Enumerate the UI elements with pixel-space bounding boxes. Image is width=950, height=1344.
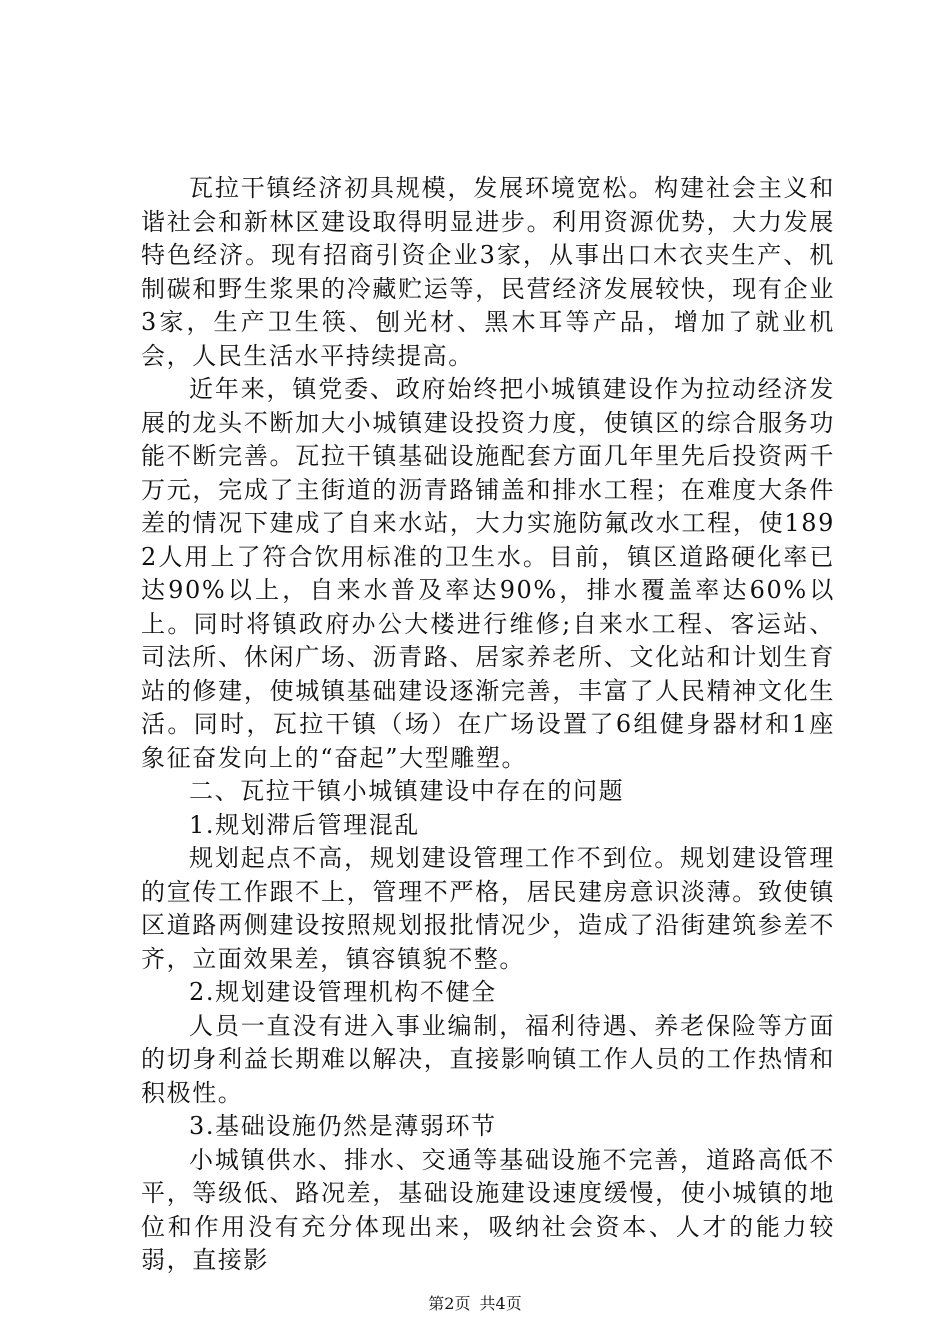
paragraph-infrastructure: 近年来，镇党委、政府始终把小城镇建设作为拉动经济发展的龙头不断加大小城镇建设投资力度，使镇区的综合服务功能不断完善。瓦拉干镇基础设施配套方面几年里先后投资两千万元，完成了主街道的沥青路铺盖和排水工程；在难度大条件差的情况下建成了自来水站，大力实施防氟改水工程，使1892人用上了符合饮用标准的卫生水。目前，镇区道路硬化率已达90%以上，自来水普及率达90%，排水覆盖率达60%以上。同时将镇政府办公大楼进行维修;自来水工程、客运站、司法所、休闲广场、沥青路、居家养老所、文化站和计划生育站的修建，使城镇基础建设逐渐完善，丰富了人民精神文化生活。同时，瓦拉干镇（场）在广场设置了6组健身器材和1座象征奋发向上的“奋起”大型雕塑。 [141, 375, 835, 772]
paragraph-planning-lag: 规划起点不高，规划建设管理工作不到位。规划建设管理的宣传工作跟不上，管理不严格，居民建房意识淡薄。致使镇区道路两侧建设按照规划报批情况少，造成了沿街建筑参差不齐，立面效果差，镇容镇貌不整。 [141, 844, 835, 973]
document-body [141, 172, 835, 1278]
page-total: 共4页 [479, 1294, 522, 1313]
page-footer [0, 1294, 950, 1314]
subheading-management-agency: 2.规划建设管理机构不健全 [189, 978, 497, 1006]
subheading-weak-infrastructure: 3.基础设施仍然是薄弱环节 [189, 1112, 497, 1140]
paragraph-weak-infrastructure: 小城镇供水、排水、交通等基础设施不完善，道路高低不平，等级低、路况差，基础设施建设速度缓慢，使小城镇的地位和作用没有充分体现出来，吸纳社会资本、人才的能力较弱，直接影 [141, 1145, 835, 1274]
paragraph-management-agency: 人员一直没有进入事业编制，福利待遇、养老保险等方面的切身利益长期难以解决，直接影响镇工作人员的工作热情和积极性。 [141, 1011, 835, 1107]
subheading-planning-lag: 1.规划滞后管理混乱 [189, 810, 420, 839]
paragraph-economy: 瓦拉干镇经济初具规模，发展环境宽松。构建社会主义和谐社会和新林区建设取得明显进步。利用资源优势，大力发展特色经济。现有招商引资企业3家，从事出口木衣夹生产、机制碳和野生浆果的冷藏贮运等，民营经济发展较快，现有企业3家，生产卫生筷、刨光材、黑木耳等产品，增加了就业机会，人民生活水平持续提高。 [141, 174, 835, 370]
section-heading-problems: 二、瓦拉干镇小城镇建设中存在的问题 [189, 777, 625, 805]
page-number: 第2页 [428, 1294, 471, 1313]
